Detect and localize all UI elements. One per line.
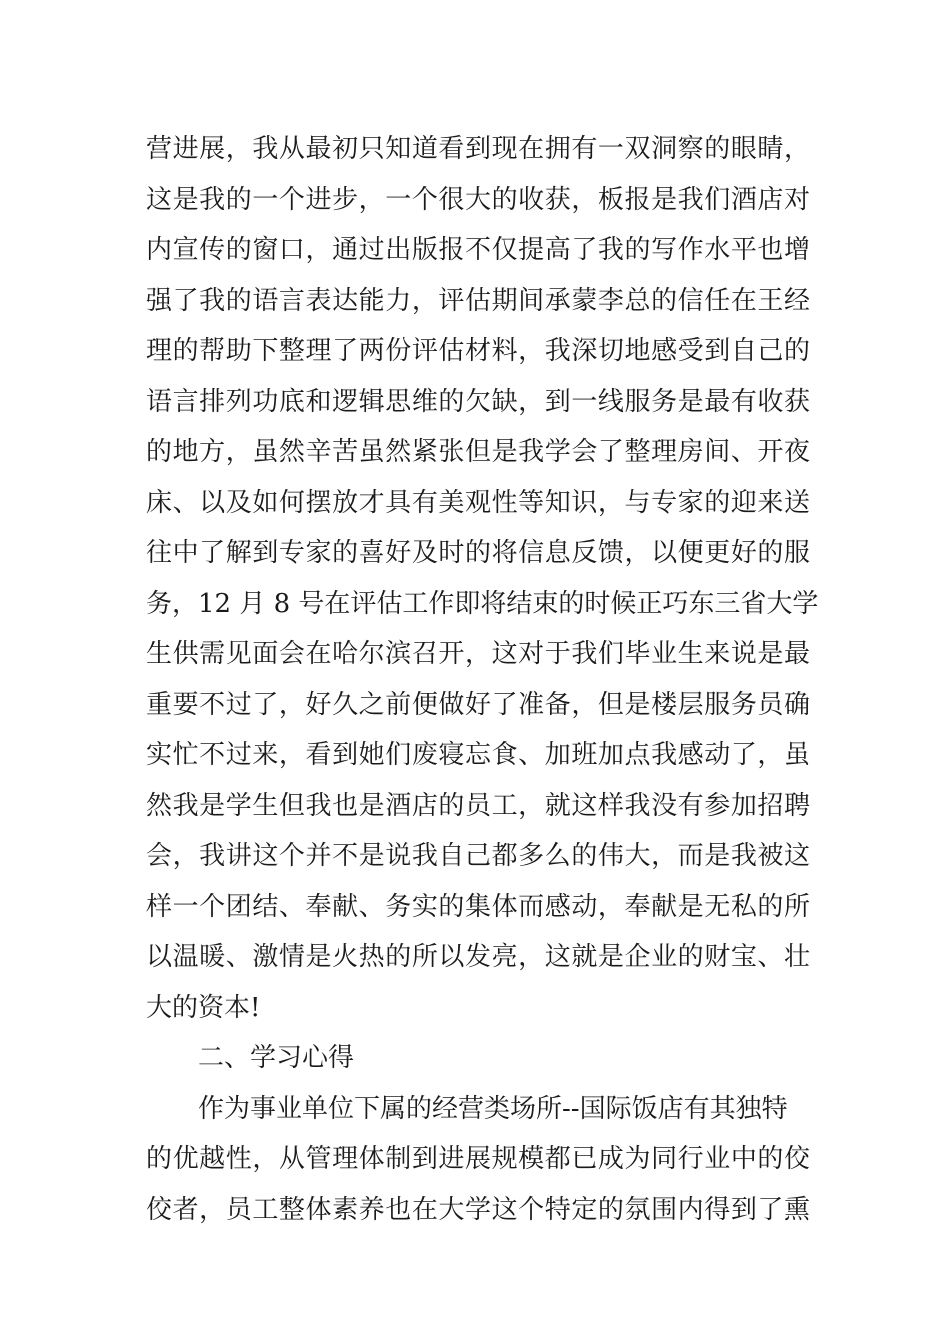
text-line: 强了我的语言表达能力，评估期间承蒙李总的信任在王经 bbox=[146, 285, 810, 316]
text-line: 佼者，员工整体素养也在大学这个特定的氛围内得到了熏 bbox=[146, 1194, 810, 1225]
text-line: 生供需见面会在哈尔滨召开，这对于我们毕业生来说是最 bbox=[146, 639, 810, 669]
text-line: 样一个团结、奉献、务实的集体而感动，奉献是无私的所 bbox=[146, 891, 810, 922]
section-heading: 二、学习心得 bbox=[198, 1043, 355, 1073]
paragraph-study-notes bbox=[146, 1084, 810, 1236]
text-line-first: 作为事业单位下属的经营类场所--国际饭店有其独特 bbox=[198, 1093, 788, 1124]
text-line: 务，12 月 8 号在评估工作即将结束的时候正巧东三省大学 bbox=[146, 588, 819, 619]
text-line: 往中了解到专家的喜好及时的将信息反馈，以便更好的服 bbox=[146, 538, 810, 568]
text-line: 床、以及如何摆放才具有美观性等知识，与专家的迎来送 bbox=[146, 487, 810, 518]
text-line: 会，我讲这个并不是说我自己都多么的伟大，而是我被这 bbox=[146, 841, 810, 871]
text-line: 内宣传的窗口，通过出版报不仅提高了我的写作水平也增 bbox=[146, 235, 810, 265]
text-line: 理的帮助下整理了两份评估材料，我深切地感受到自己的 bbox=[146, 336, 810, 366]
text-line: 的优越性，从管理体制到进展规模都已成为同行业中的佼 bbox=[146, 1144, 810, 1174]
text-line-last: 大的资本! bbox=[146, 992, 261, 1023]
text-line: 实忙不过来，看到她们废寝忘食、加班加点我感动了，虽 bbox=[146, 740, 810, 770]
text-line: 的地方，虽然辛苦虽然紧张但是我学会了整理房间、开夜 bbox=[146, 437, 810, 467]
text-line: 以温暖、激情是火热的所以发亮，这就是企业的财宝、壮 bbox=[146, 942, 810, 972]
text-line: 这是我的一个进步，一个很大的收获，板报是我们酒店对 bbox=[146, 184, 810, 215]
document-body bbox=[146, 124, 819, 1235]
text-line: 语言排列功底和逻辑思维的欠缺，到一线服务是最有收获 bbox=[146, 386, 810, 417]
text-line: 重要不过了，好久之前便做好了准备，但是楼层服务员确 bbox=[146, 689, 810, 720]
text-line: 营进展，我从最初只知道看到现在拥有一双洞察的眼睛， bbox=[146, 134, 810, 164]
text-line: 然我是学生但我也是酒店的员工，就这样我没有参加招聘 bbox=[146, 790, 810, 821]
paragraph-work-experience bbox=[146, 124, 819, 1033]
